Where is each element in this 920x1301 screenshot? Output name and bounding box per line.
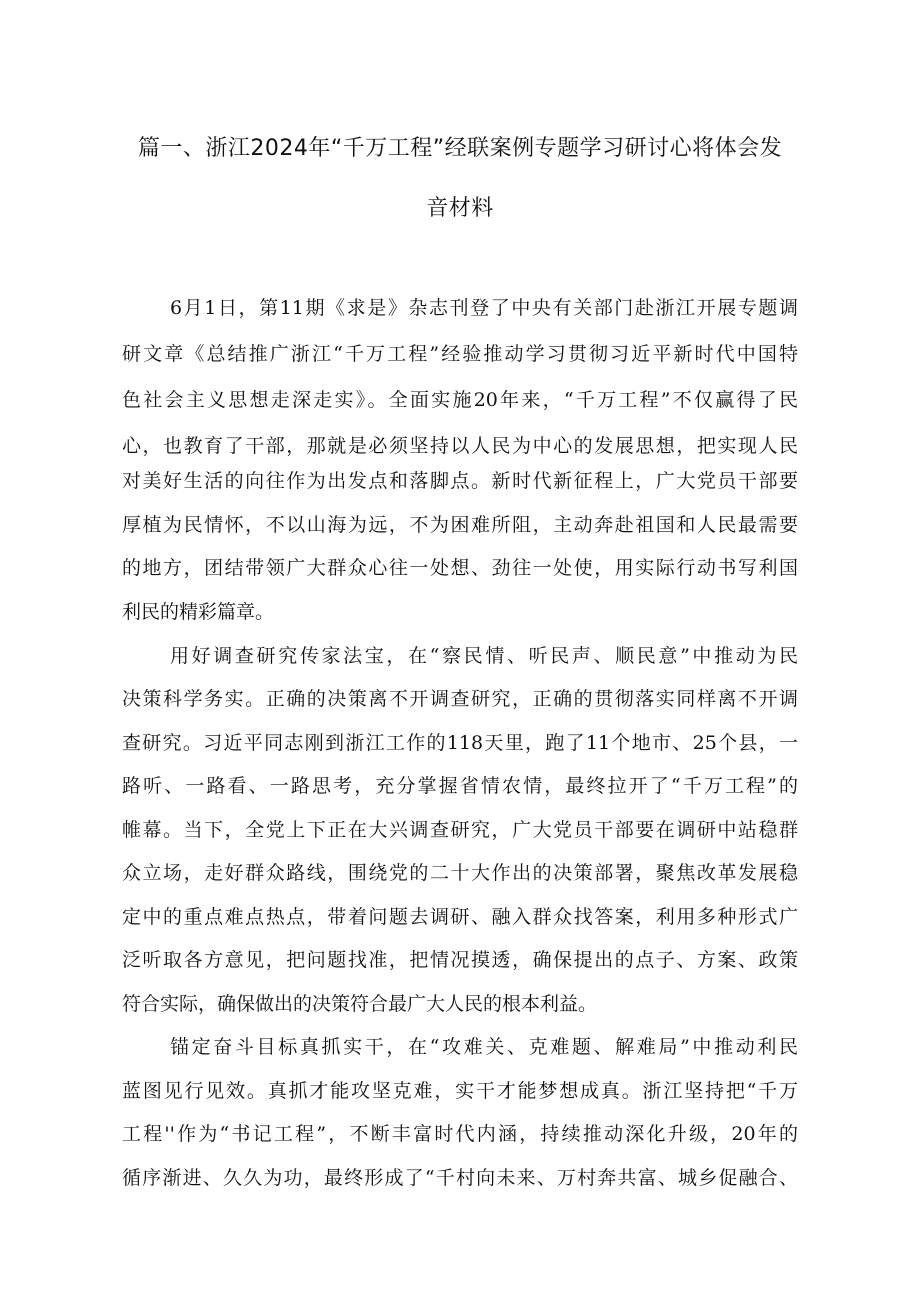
- paragraph-2-line: 定中的重点难点热点，带着问题去调研、融入群众找答案，利用多种形式广: [122, 906, 798, 928]
- paragraph-3-line: 工程''作为“书记工程”，不断丰富时代内涵，持续推动深化升级，20年的: [122, 1123, 798, 1145]
- paragraph-2-line: 泛听取各方意见，把问题找准，把情况摸透，确保提出的点子、方案、政策: [122, 949, 798, 971]
- paragraph-2-line: 用好调查研究传家法宝，在“察民情、听民声、顺民意”中推动为民: [170, 645, 798, 667]
- paragraph-2-line: 帷幕。当下，全党上下正在大兴调查研究，广大党员干部要在调研中站稳群: [122, 819, 798, 841]
- paragraph-2-line: 决策科学务实。正确的决策离不开调查研究，正确的贯彻落实同样离不开调: [122, 688, 798, 710]
- paragraph-1-line: 色社会主义思想走深走实》。全面实施20年来，“千万工程”不仅赢得了民: [122, 389, 798, 411]
- paragraph-1-line: 对美好生活的向往作为出发点和落脚点。新时代新征程上，广大党员干部要: [122, 470, 798, 492]
- document-title-line-1: 篇一、浙江2024年“千万工程”经联案例专题学习研讨心将体会发: [137, 136, 783, 161]
- paragraph-2-line: 众立场，走好群众路线，围绕党的二十大作出的决策部署，聚焦改革发展稳: [122, 862, 798, 884]
- paragraph-1-line: 研文章《总结推广浙江“千万工程”经验推动学习贯彻习近平新时代中国特: [122, 343, 798, 365]
- paragraph-1-line: 利民的精彩篇章。: [122, 601, 275, 623]
- paragraph-2-line: 符合实际，确保做出的决策符合最广大人民的根本利益。: [122, 993, 598, 1015]
- paragraph-3-line: 蓝图见行见效。真抓才能攻坚克难，实干才能梦想成真。浙江坚持把“千万: [122, 1080, 798, 1102]
- paragraph-1-line: 厚植为民情怀，不以山海为远，不为困难所阻，主动奔赴祖国和人民最需要: [122, 514, 798, 536]
- paragraph-3-line: 锚定奋斗目标真抓实干，在“攻难关、克难题、解难局”中推动利民: [170, 1036, 798, 1058]
- paragraph-1-line: 心，也教育了干部，那就是必须坚持以人民为中心的发展思想，把实现人民: [122, 435, 798, 457]
- paragraph-2-line: 查研究。习近平同志刚到浙江工作的118天里，跑了11个地市、25个县，一: [122, 732, 798, 754]
- document-title-line-2: 音材料: [426, 196, 494, 221]
- paragraph-1-line: 6月1日，第11期《求是》杂志刊登了中央有关部门赴浙江开展专题调: [170, 297, 798, 319]
- paragraph-1-line: 的地方，团结带领广大群众心往一处想、劲往一处使，用实际行动书写利国: [122, 557, 798, 579]
- paragraph-3-line: 循序渐进、久久为功，最终形成了“千村向未来、万村奔共富、城乡促融合、: [122, 1167, 798, 1189]
- paragraph-2-line: 路听、一路看、一路思考，充分掌握省情农情，最终拉开了“千万工程”的: [122, 775, 798, 797]
